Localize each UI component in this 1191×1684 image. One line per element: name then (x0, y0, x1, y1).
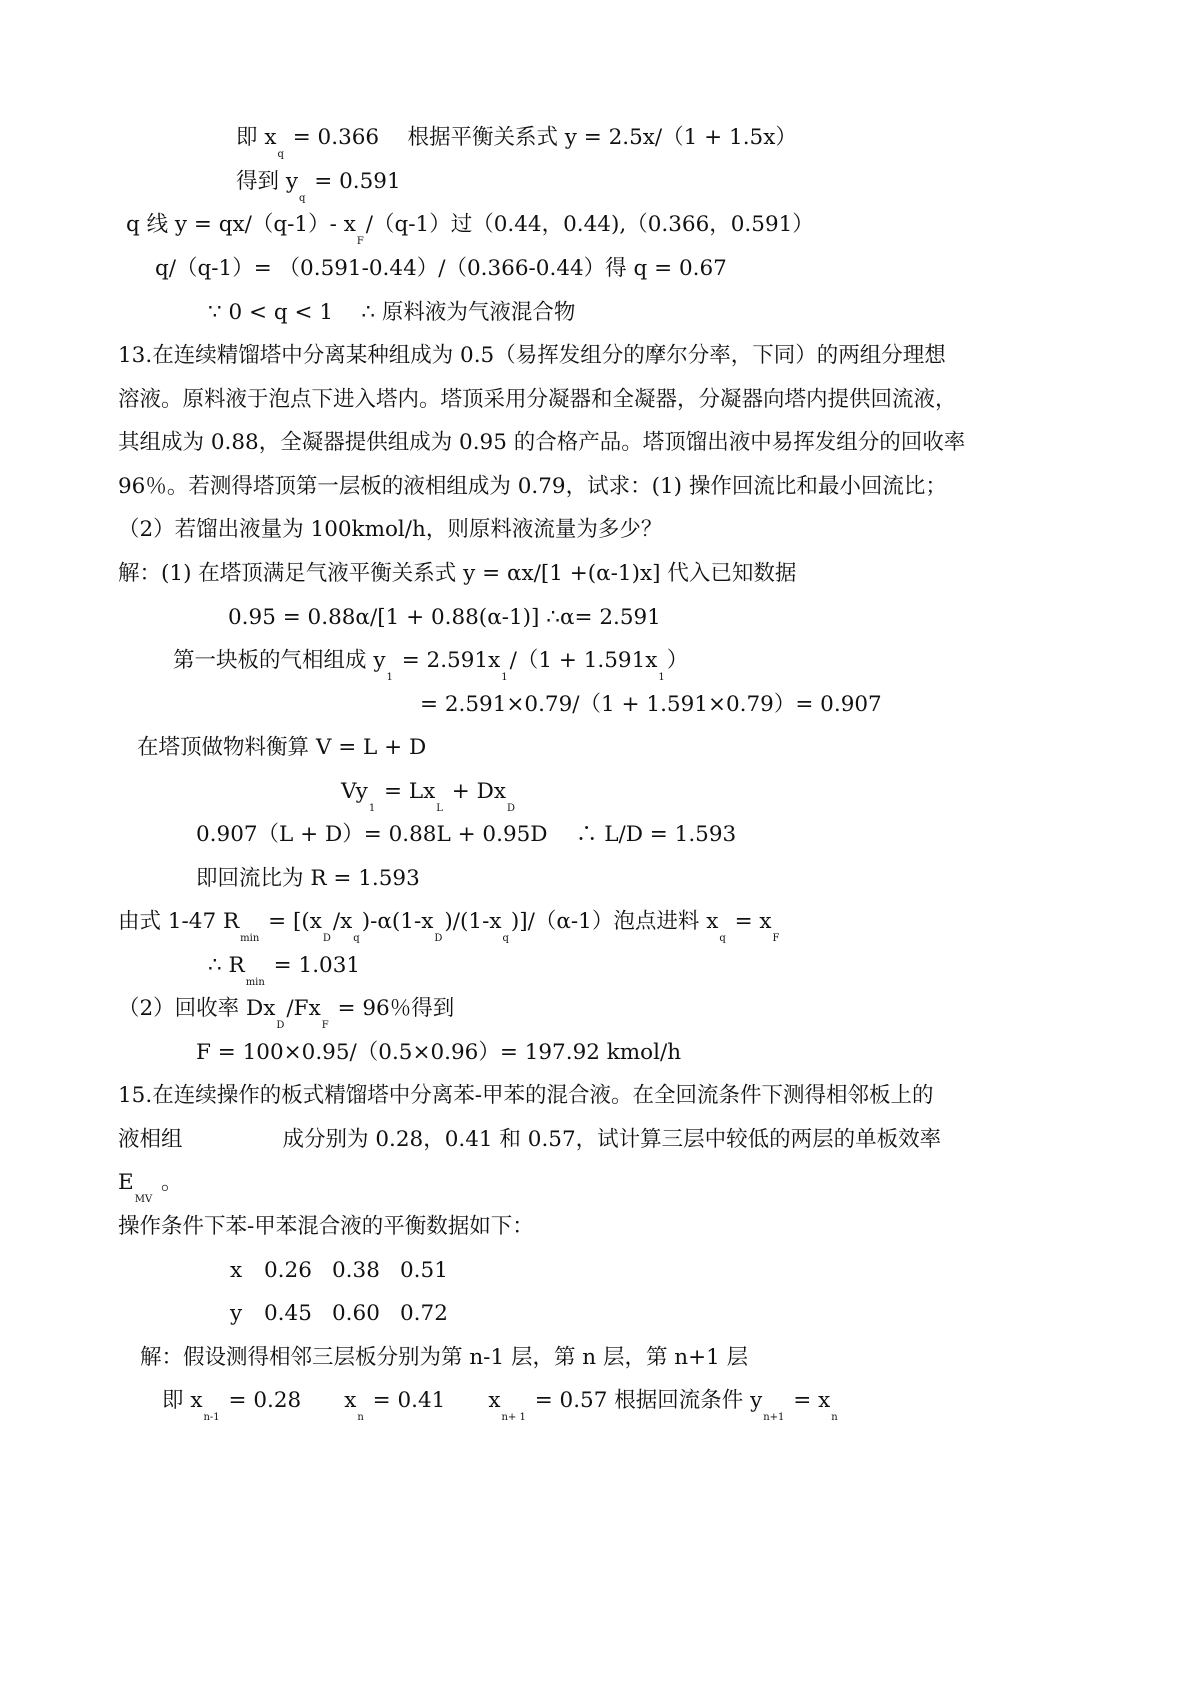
text: q 线 y = qx/（q-1）- x (126, 212, 356, 237)
text: ∴ R (208, 953, 245, 978)
subscript: F (321, 1020, 329, 1031)
text: 得到 y (236, 169, 298, 194)
text: = [(x (261, 909, 322, 934)
text: /Fx (286, 996, 321, 1021)
problem-13-line: 溶液。原料液于泡点下进入塔内。塔顶采用分凝器和全凝器，分凝器向塔内提供回流液， (118, 387, 957, 412)
solution-line: 0.907（L + D）= 0.88L + 0.95D ∴ L/D = 1.593 (196, 822, 737, 847)
solution-line (162, 1386, 840, 1423)
problem-13-line: 96％。若测得塔顶第一层板的液相组成为 0.79，试求：(1) 操作回流比和最小回流比； (118, 474, 947, 499)
text: = 0.57 根据回流条件 y (527, 1388, 763, 1413)
solution-line (341, 777, 517, 814)
text: 液相组 (118, 1127, 183, 1152)
table-cell: 0.51 (400, 1258, 448, 1283)
subscript: D (506, 803, 515, 814)
text: /（q-1）过（0.44，0.44),（0.366，0.591） (365, 212, 814, 237)
equilibrium-row-y (230, 1299, 468, 1329)
text: = 2.591x (394, 648, 501, 673)
eq-xq-line (236, 123, 797, 160)
subscript: MV (134, 1194, 153, 1205)
subscript: q (719, 933, 726, 944)
subscript: F (356, 236, 364, 247)
text: = 0.591 (307, 169, 401, 194)
subscript: n (357, 1412, 364, 1423)
text: 即 x (162, 1388, 203, 1413)
solution-line (118, 907, 782, 944)
subscript: 1 (368, 803, 376, 814)
row-label: x (230, 1258, 243, 1283)
table-cell: 0.38 (332, 1258, 380, 1283)
subscript: D (322, 933, 331, 944)
text: )]/（α-1）泡点进料 x (510, 909, 719, 934)
text: )-α(1-x (361, 909, 434, 934)
solution-line: 在塔顶做物料衡算 V = L + D (137, 735, 427, 760)
solution-line: 0.95 = 0.88α/[1 + 0.88(α-1)] ∴α= 2.591 (228, 605, 661, 630)
subscript: 1 (386, 672, 393, 683)
text: E (118, 1170, 134, 1195)
subscript: q (502, 933, 509, 944)
table-cell: 0.60 (332, 1301, 380, 1326)
subscript: D (434, 933, 443, 944)
solution-line (208, 951, 361, 988)
solution-line: = 2.591×0.79/（1 + 1.591×0.79）= 0.907 (420, 692, 882, 717)
text: = 96％得到 (330, 996, 455, 1021)
text: = 1.031 (266, 953, 361, 978)
subscript: F (772, 933, 780, 944)
subscript: n (831, 1412, 838, 1423)
solution-line (118, 994, 455, 1031)
conclusion-line: ∵ 0 < q < 1 ∴ 原料液为气液混合物 (208, 300, 576, 325)
problem-13-line: （2）若馏出液量为 100kmol/h，则原料液流量为多少？ (118, 517, 663, 542)
text: ） (666, 648, 689, 673)
solution-line (173, 646, 689, 683)
subscript: min (245, 977, 265, 988)
subscript: 1 (658, 672, 665, 683)
table-cell: 0.45 (264, 1301, 312, 1326)
table-cell: 0.72 (400, 1301, 448, 1326)
subscript: L (436, 803, 443, 814)
solution-line: 解：(1) 在塔顶满足气液平衡关系式 y = αx/[1 +(α-1)x] 代入已知数据 (118, 561, 797, 586)
problem-15-line: 15.在连续操作的板式精馏塔中分离苯-甲苯的混合液。在全回流条件下测得相邻板上的 (118, 1083, 934, 1108)
problem-15-line (118, 1125, 941, 1155)
solution-line: F = 100×0.95/（0.5×0.96）= 197.92 kmol/h (196, 1040, 682, 1065)
text: 成分别为 0.28，0.41 和 0.57，试计算三层中较低的两层的单板效率 (282, 1127, 942, 1152)
text: = 0.41 x (365, 1388, 501, 1413)
eq-yq-line (236, 167, 401, 204)
subscript: q (277, 149, 284, 160)
solution-line: 解：假设测得相邻三层板分别为第 n-1 层，第 n 层，第 n+1 层 (140, 1345, 749, 1370)
text: 第一块板的气相组成 y (173, 648, 386, 673)
subscript: q (298, 193, 306, 204)
problem-15-line: 操作条件下苯-甲苯混合液的平衡数据如下： (118, 1214, 534, 1239)
problem-13-line: 13.在连续精馏塔中分离某种组成为 0.5（易挥发组分的摩尔分率，下同）的两组分理想 (118, 343, 946, 368)
solution-line: 即回流比为 R = 1.593 (196, 866, 420, 891)
equilibrium-row-x (230, 1256, 468, 1286)
subscript: D (276, 1020, 285, 1031)
subscript: n+1 (763, 1412, 785, 1423)
problem-15-line (118, 1168, 183, 1205)
text: = x (786, 1388, 831, 1413)
q-value-line: q/（q-1）= （0.591-0.44）/（0.366-0.44）得 q = 0.67 (155, 256, 727, 281)
text: /（1 + 1.591x (509, 648, 658, 673)
text: = 0.28 x (221, 1388, 357, 1413)
subscript: n+ 1 (501, 1412, 526, 1423)
subscript: 1 (501, 672, 508, 683)
q-line-equation (126, 210, 814, 247)
text: = Lx (377, 779, 436, 804)
text: /x (332, 909, 353, 934)
text: = 0.366 根据平衡关系式 y = 2.5x/（1 + 1.5x） (285, 125, 797, 150)
subscript: min (240, 933, 260, 944)
text: = x (727, 909, 772, 934)
text: Vy (341, 779, 368, 804)
text: 即 x (236, 125, 277, 150)
problem-13-line: 其组成为 0.88，全凝器提供组成为 0.95 的合格产品。塔顶馏出液中易挥发组分的回收率 (118, 430, 966, 455)
text: 。 (154, 1170, 183, 1195)
subscript: q (353, 933, 360, 944)
row-label: y (230, 1301, 243, 1326)
text: （2）回收率 Dx (118, 996, 276, 1021)
text: 由式 1-47 R (118, 909, 240, 934)
text: + Dx (444, 779, 506, 804)
subscript: n-1 (203, 1412, 220, 1423)
text: )/(1-x (444, 909, 502, 934)
table-cell: 0.26 (264, 1258, 312, 1283)
